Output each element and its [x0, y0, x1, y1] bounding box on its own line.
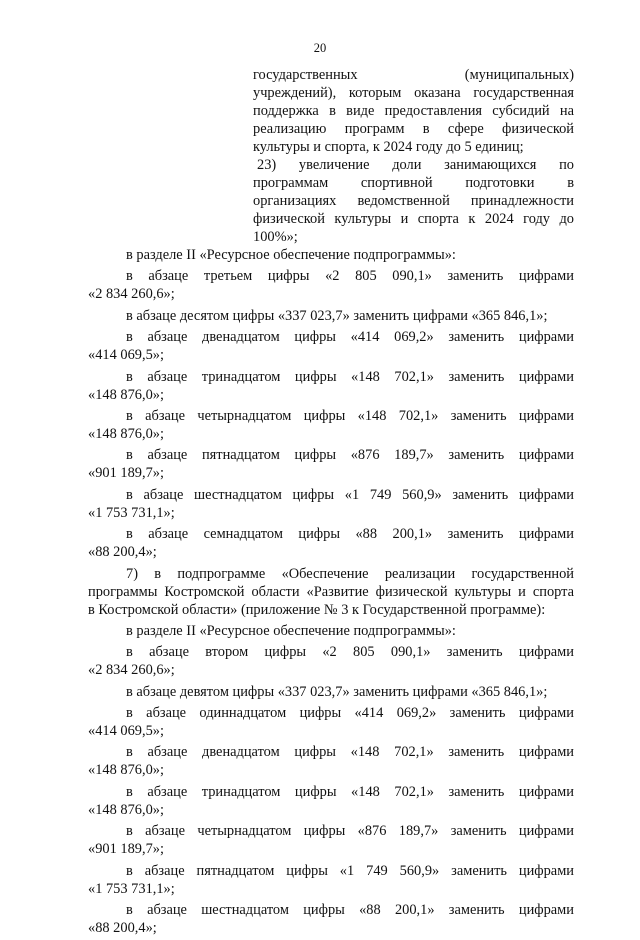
paragraph-line: «148 876,0»; — [88, 762, 164, 779]
amendment-paragraphs — [88, 246, 574, 937]
amendment-paragraph — [88, 862, 574, 898]
paragraph-line: в абзаце тринадцатом цифры «148 702,1» заменить цифрами — [126, 368, 574, 385]
amendment-paragraph — [88, 901, 574, 937]
quote-line: реализацию программ в сфере физической — [253, 121, 574, 137]
amendment-paragraph — [88, 407, 574, 443]
quote-line: программам спортивной подготовки в — [253, 175, 574, 191]
quote-line: физической культуры и спорта к 2024 году до — [253, 211, 574, 227]
amendment-paragraph — [88, 704, 574, 740]
amendment-paragraph — [88, 783, 574, 819]
quote-line: культуры и спорта, к 2024 году до 5 единиц; — [253, 139, 524, 155]
amendment-paragraph — [88, 446, 574, 482]
amendment-paragraph — [88, 822, 574, 858]
paragraph-line: в абзаце тринадцатом цифры «148 702,1» заменить цифрами — [126, 783, 574, 800]
paragraph-line: «414 069,5»; — [88, 347, 164, 364]
amendment-paragraph — [88, 743, 574, 779]
amendment-paragraph — [88, 267, 574, 303]
quote-line: государственных (муниципальных) — [253, 67, 574, 83]
amendment-paragraph — [88, 622, 574, 640]
paragraph-line: «2 834 260,6»; — [88, 662, 175, 679]
amendment-paragraph — [88, 565, 574, 619]
amendment-paragraph — [88, 643, 574, 679]
quote-line: 100%»; — [253, 229, 298, 245]
paragraph-line: в абзаце пятнадцатом цифры «876 189,7» заменить цифрами — [126, 447, 574, 464]
paragraph-line: «88 200,4»; — [88, 544, 157, 561]
paragraph-line: в разделе II «Ресурсное обеспечение подпрограммы»: — [126, 247, 456, 263]
paragraph-line: «88 200,4»; — [88, 920, 157, 937]
paragraph-line: «148 876,0»; — [88, 425, 164, 442]
paragraph-line: «414 069,5»; — [88, 723, 164, 740]
amendment-paragraph — [88, 246, 574, 264]
page-number: 20 — [313, 41, 327, 55]
amendment-paragraph — [88, 328, 574, 364]
paragraph-line: в разделе II «Ресурсное обеспечение подпрограммы»: — [126, 622, 456, 639]
paragraph-line: «148 876,0»; — [88, 386, 164, 403]
paragraph-line: в абзаце десятом цифры «337 023,7» заменить цифрами «365 846,1»; — [126, 307, 548, 324]
paragraph-line: в абзаце шестнадцатом цифры «88 200,1» заменить цифрами — [126, 902, 574, 919]
quote-line: поддержка в виде предоставления субсидий на — [253, 103, 574, 119]
amendment-paragraph — [88, 683, 574, 701]
paragraph-line: «148 876,0»; — [88, 801, 164, 818]
paragraph-line: «901 189,7»; — [88, 841, 164, 858]
paragraph-line: «2 834 260,6»; — [88, 286, 175, 303]
paragraph-line: в абзаце третьем цифры «2 805 090,1» заменить цифрами — [126, 268, 574, 285]
paragraph-line: в абзаце четырнадцатом цифры «148 702,1» заменить цифрами — [126, 407, 574, 424]
paragraph-line: в абзаце двенадцатом цифры «414 069,2» заменить цифрами — [126, 329, 574, 346]
paragraph-line: в абзаце девятом цифры «337 023,7» заменить цифрами «365 846,1»; — [126, 683, 548, 700]
paragraph-line: в Костромской области» (приложение № 3 к Государственной программе): — [88, 601, 546, 618]
amendment-paragraph — [88, 307, 574, 325]
paragraph-line: в абзаце пятнадцатом цифры «1 749 560,9» заменить цифрами — [126, 862, 574, 879]
paragraph-line: в абзаце семнадцатом цифры «88 200,1» заменить цифрами — [126, 526, 574, 543]
paragraph-line: в абзаце одиннадцатом цифры «414 069,2» заменить цифрами — [126, 705, 574, 722]
quote-line: 23) увеличение доли занимающихся по — [257, 157, 574, 173]
amendment-paragraph — [88, 486, 574, 522]
paragraph-line: «901 189,7»; — [88, 465, 164, 482]
paragraph-line: в абзаце втором цифры «2 805 090,1» заменить цифрами — [126, 644, 574, 661]
paragraph-line: в абзаце четырнадцатом цифры «876 189,7» заменить цифрами — [126, 823, 574, 840]
quote-line: организациях ведомственной принадлежности — [253, 193, 574, 209]
amendment-paragraph — [88, 525, 574, 561]
document-body — [88, 66, 574, 940]
paragraph-line: «1 753 731,1»; — [88, 880, 175, 897]
quoted-text-block — [253, 66, 574, 246]
amendment-paragraph — [88, 368, 574, 404]
paragraph-line: 7) в подпрограмме «Обеспечение реализации государственной — [126, 565, 574, 582]
quote-line: учреждений), которым оказана государственная — [253, 85, 574, 101]
paragraph-line: «1 753 731,1»; — [88, 504, 175, 521]
paragraph-line: в абзаце шестнадцатом цифры «1 749 560,9» заменить цифрами — [126, 486, 574, 503]
paragraph-line: в абзаце двенадцатом цифры «148 702,1» заменить цифрами — [126, 744, 574, 761]
paragraph-line: программы Костромской области «Развитие физической культуры и спорта — [88, 583, 574, 600]
